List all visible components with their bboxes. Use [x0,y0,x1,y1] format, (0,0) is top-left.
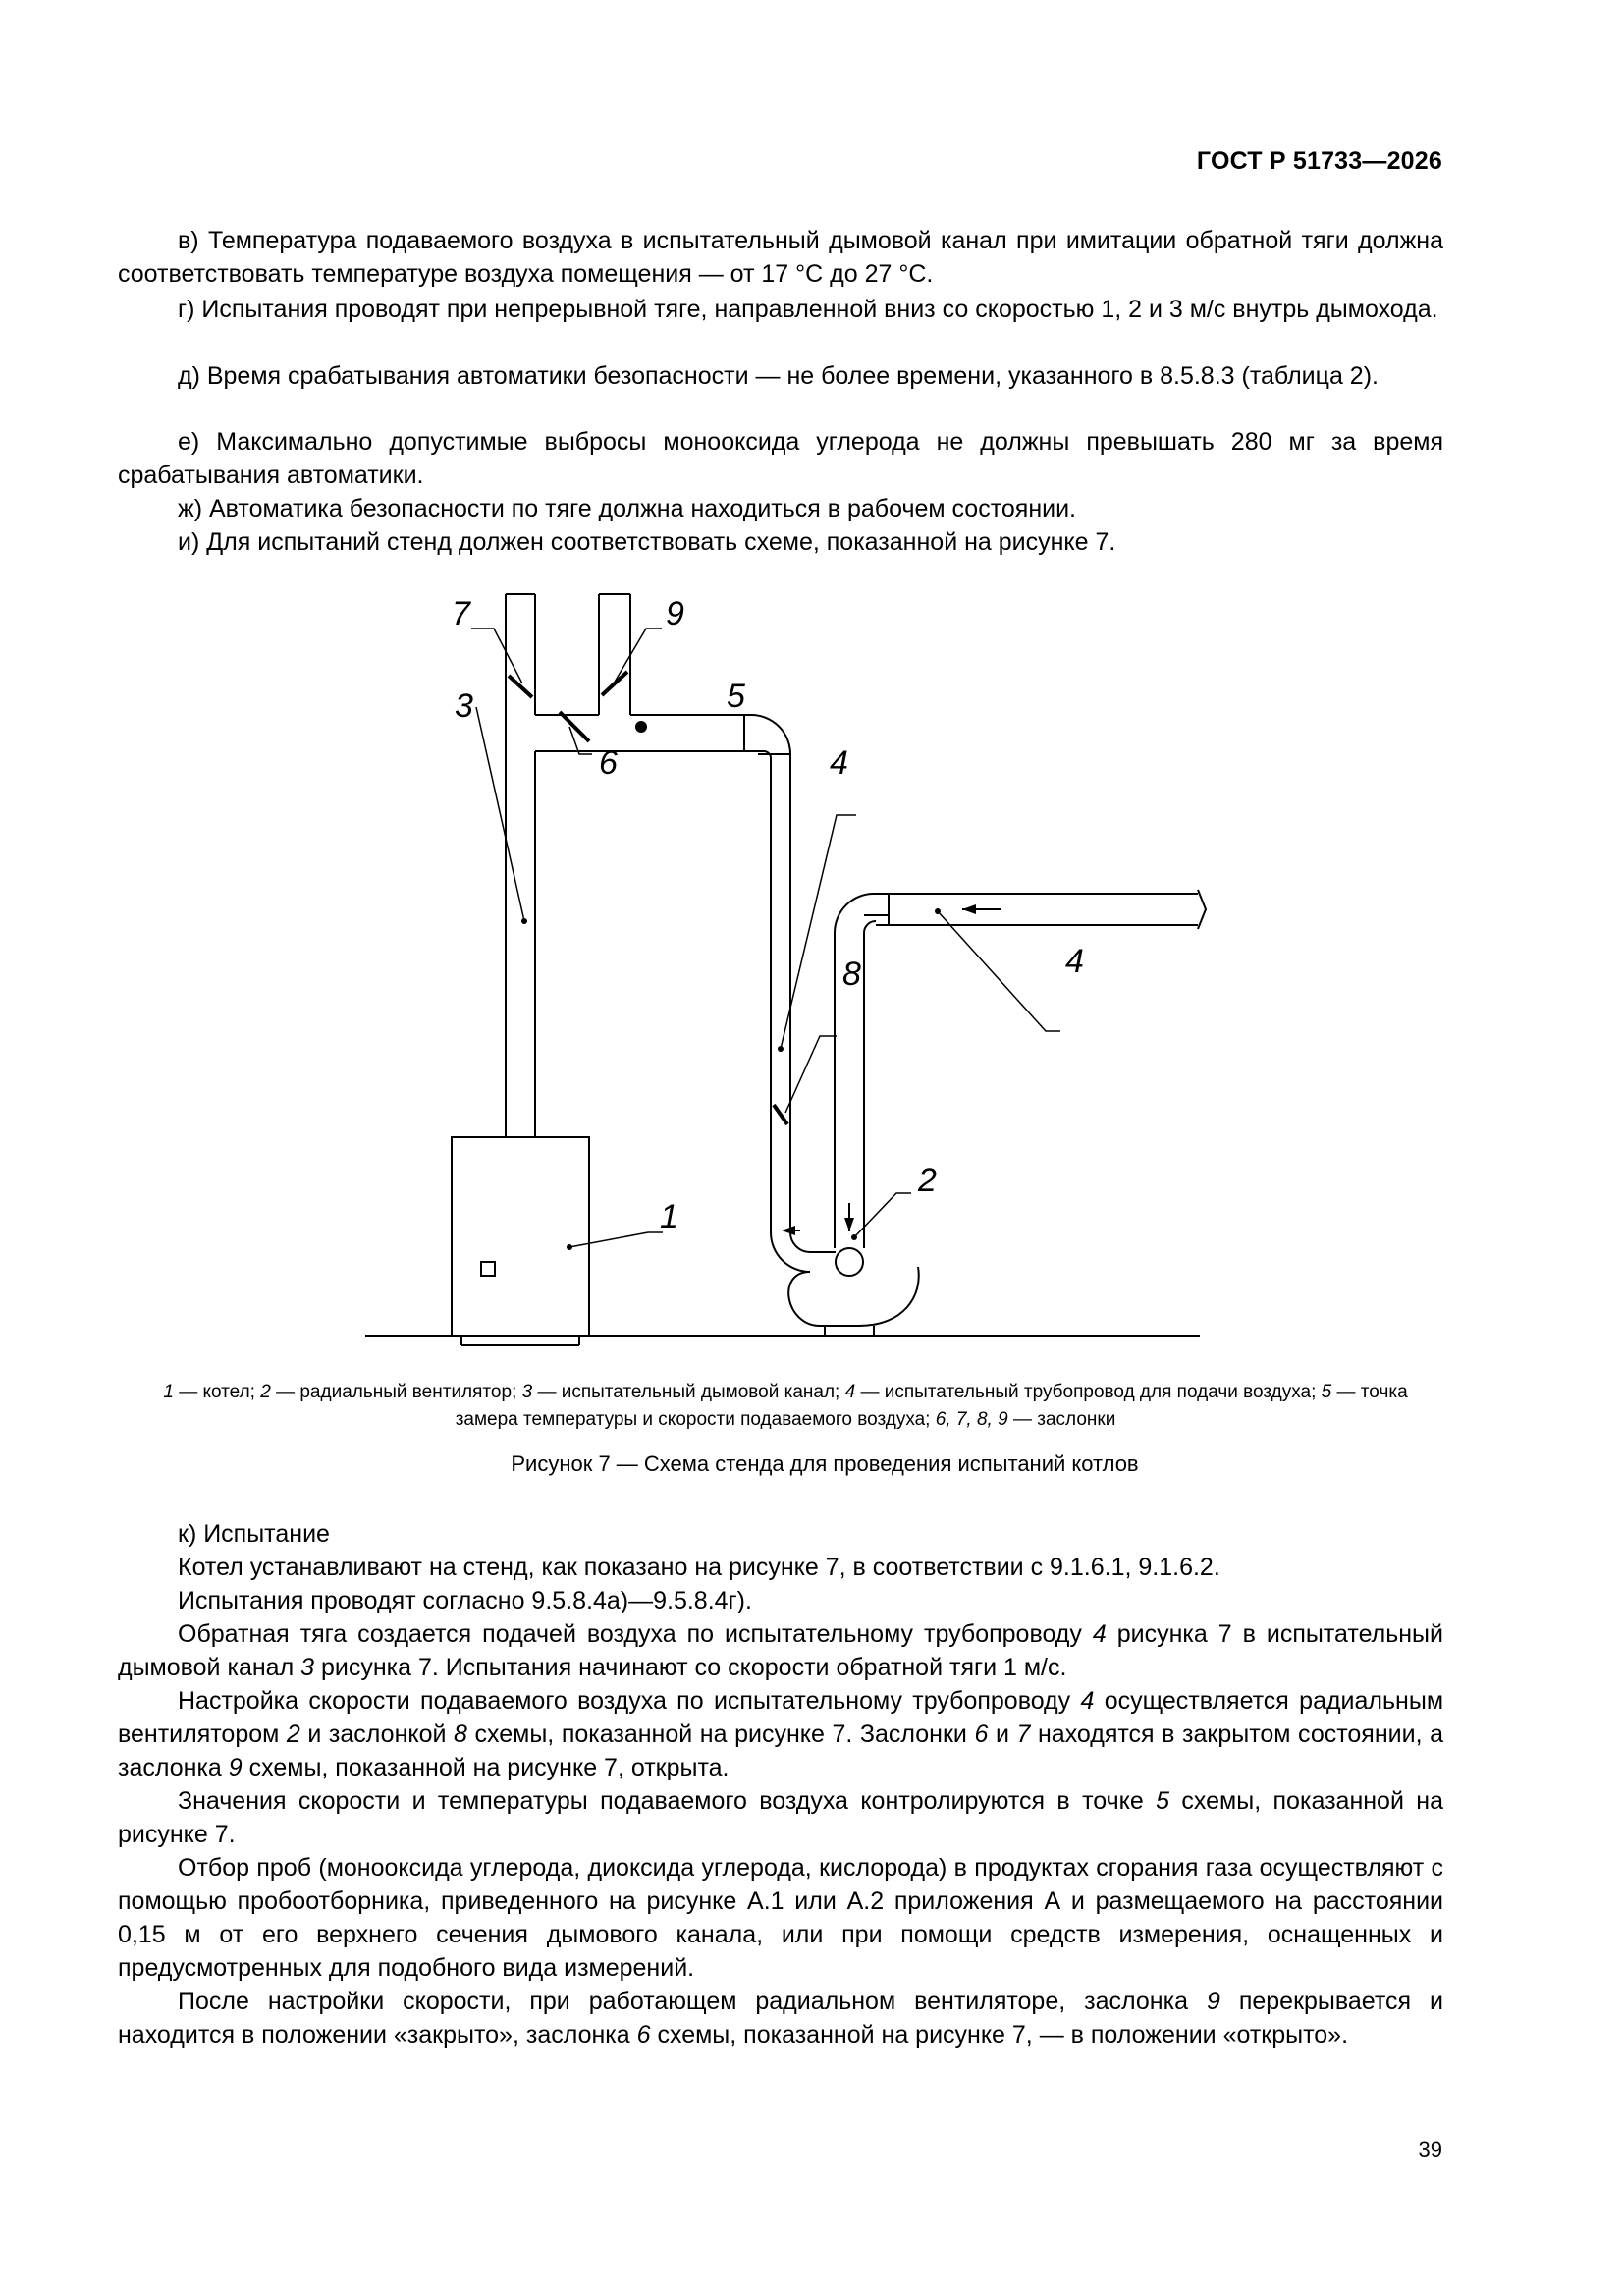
item-zh: ж) Автоматика безопасности по тяге должна находиться в рабочем состоянии. [178,495,1077,522]
item-g: г) Испытания проводят при непрерывной тяге, направленной вниз со скоростью 1, 2 и 3 м/с внутрь дымохода. [178,296,1438,323]
item-e: е) Максимально допустимые выбросы монооксида углерода не должны превышать 280 мг за время срабатывания автоматики. [118,428,1443,489]
label-5: 5 [727,678,745,715]
section-k-line-2: Испытания проводят согласно 9.5.8.4а)—9.5.8.4г). [178,1587,752,1614]
figure-legend: 1 — котел; 2 — радиальный вентилятор; 3 — испытательный дымовой канал; 4 — испытательный трубопровод для подачи воздуха; 5 — точка замера температуры и скорости подаваемого воздуха; 6, 7, 8, 9 — заслонки [163,1382,1408,1430]
measuring-point-5 [635,721,647,733]
damper-6 [560,712,589,741]
damper-8 [774,1105,787,1124]
item-v: в) Температура подаваемого воздуха в испытательный дымовой канал при имитации обратной тяги должна соответствовать температуре воздуха помещения — от 17 °C до 27 °C. [118,227,1443,288]
label-1: 1 [660,1198,678,1235]
section-k-title: к) Испытание [178,1520,330,1548]
paragraph-control-point: Значения скорости и температуры подаваемого воздуха контролируются в точке 5 схемы, показанной на рисунке 7. [118,1787,1444,1848]
dampers [509,672,787,1124]
document-id-header: ГОСТ Р 51733—2026 [1196,147,1442,175]
figure-7-diagram [353,579,1217,1355]
label-8: 8 [842,956,861,993]
item-d: д) Время срабатывания автоматики безопасности — не более времени, указанного в 8.5.8.3 (таблица 2). [178,362,1379,390]
label-2: 2 [918,1162,937,1199]
label-4-vertical: 4 [830,744,848,782]
paragraph-after-setup: После настройки скорости, при работающем радиальном вентиляторе, заслонка 9 перекрывается и находится в положении «закрыто», заслонка 6 схемы, показанной на рисунке 7, — в положении «открыто». [118,1988,1443,2049]
paragraph-back-draft: Обратная тяга создается подачей воздуха по испытательному трубопроводу 4 рисунка 7 в испытательный дымовой канал 3 рисунка 7. Испытания начинают со скорости обратной тяги 1 м/с. [118,1620,1443,1681]
label-7: 7 [452,595,470,632]
test-stand-schematic [353,579,1217,1355]
page-number: 39 [1418,2137,1442,2161]
item-i: и) Для испытаний стенд должен соответствовать схеме, показанной на рисунке 7. [178,528,1116,556]
paragraph-speed-setup: Настройка скорости подаваемого воздуха по испытательному трубопроводу 4 осуществляется радиальным вентилятором 2 и заслонкой 8 схемы, показанной на рисунке 7. Заслонки 6 и 7 находятся в закрытом состоянии, а заслонка 9 схемы, показанной на рисунке 7, открыта. [118,1687,1444,1781]
boiler-body [452,1137,589,1336]
label-6: 6 [599,744,618,782]
figure-title: Рисунок 7 — Схема стенда для проведения испытаний котлов [511,1451,1139,1476]
label-3: 3 [455,687,473,725]
label-4-horizontal: 4 [1065,943,1084,980]
damper-9 [602,672,627,695]
section-k-line-1: Котел устанавливают на стенд, как показано на рисунке 7, в соответствии с 9.1.6.1, 9.1.6.2. [178,1554,1220,1581]
paragraph-sampling: Отбор проб (монооксида углерода, диоксида углерода, кислорода) в продуктах сгорания газа осуществляют с помощью пробоотборника, приведенного на рисунке А.1 или А.2 приложения А и размещаемого на расстоянии 0,15 м от его верхнего сечения дымового канала, или при помощи средств измерения, оснащенных и предусмотренных для подобного вида измерений. [118,1854,1443,1982]
label-9: 9 [666,595,684,632]
